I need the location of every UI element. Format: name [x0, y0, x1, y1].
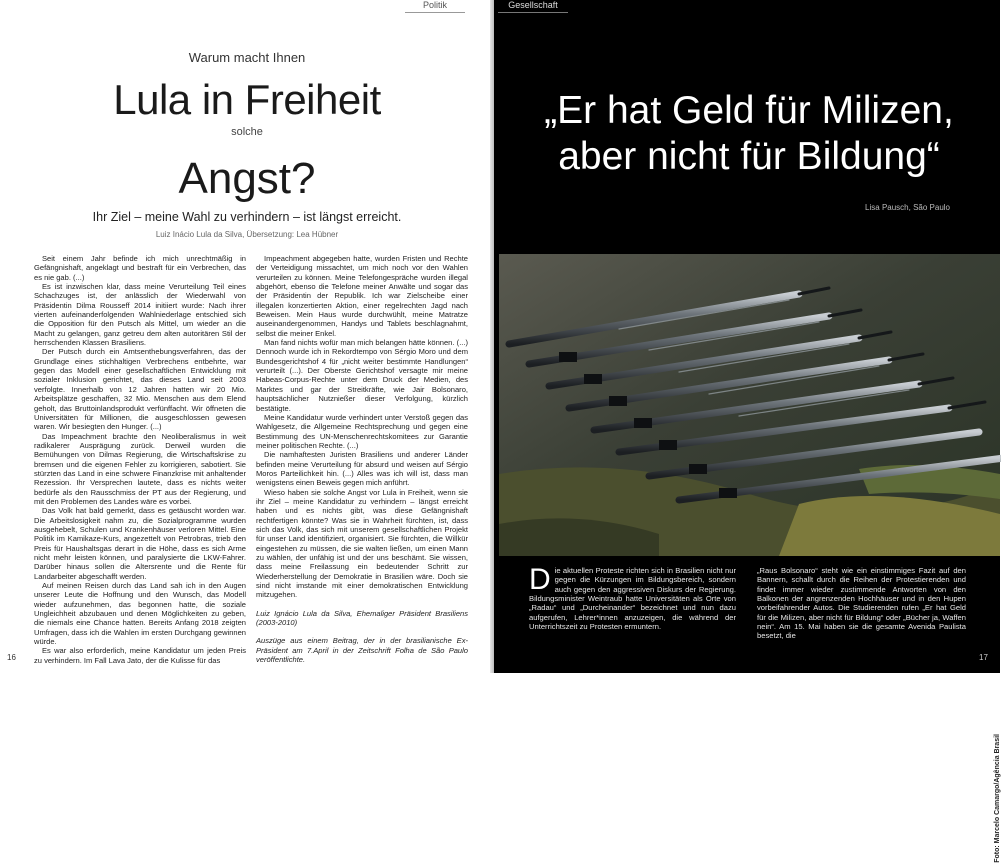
- section-label-gesellschaft: Gesellschaft: [498, 0, 568, 13]
- source-note: Auszüge aus einem Beitrag, der in der brasilianische Ex-Präsident am 7.April in der Zeitschrift Folha de São Paulo veröffentlichte.: [256, 636, 468, 665]
- subtitle: Ihr Ziel – meine Wahl zu verhindern – ist längst erreicht.: [92, 210, 402, 224]
- paragraph: Meine Kandidatur wurde verhindert unter Verstoß gegen das Wahlgesetz, die Allgemeine Rechtsprechung und gegen eine Bestimmung des UN-Menschenrechtskomitees zur Garantie meiner politischen Rechte. (...): [256, 412, 468, 450]
- left-page: [0, 0, 494, 673]
- paragraph: Der Putsch durch ein Amtsenthebungsverfahren, das der Grundlage eines stichhaltigen Verbrechens entbehrte, war gegen das Modell einer gesellschaftlichen Entwicklung mit sozialer Inklusion gerichtet, das dieses Land seit 2003 verfolgte. Innerhalb von 12 Jahren hatten wir 20 Mio. Arbeitsplätze geschaffen, 32 Mio. Menschen aus dem Elend geholt, das Bruttoinlandsprodukt verfünffacht. Wir öffneten die Universitäten für Millionen, die ausgeschlossen gewesen waren. Wir besiegten den Hunger. (...): [34, 347, 246, 432]
- right-article-column-1: [529, 563, 736, 632]
- photo-credit: Foto: Marcelo Camargo/Agência Brasil: [994, 734, 1001, 863]
- kicker-mid: solche: [231, 126, 263, 138]
- title-line-1: Lula in Freiheit: [113, 76, 381, 123]
- paragraph: Wieso haben sie solche Angst vor Lula in Freiheit, wenn sie ihr Ziel – meine Kandidatur zu verhindern – längst erreicht haben und es nichts gibt, was diese Gefängnishaft rechtfertigen könnte? Was sie in Wahrheit fürchten, ist, dass sich das Volk, das sich mit unserem gesellschaftlichen Projekt für unser Land identifiziert, organisiert. Sie fürchten, die Willkür eingestehen zu müssen, die sie walten ließen, um einen Mann zu wählen, der unfähig ist und der uns beschämt. Sie wissen, dass meine Freilassung ein bedeutender Schritt zur Wiederherstellung der Demokratie in Brasilien wäre. Doch sie sind nicht imstande mit einer demokratischen Entwicklung mitzugehen.: [256, 487, 468, 600]
- right-page: [494, 0, 1001, 863]
- article-column-1: [34, 254, 246, 665]
- drop-cap: D: [529, 563, 551, 596]
- page-number-left: 16: [7, 653, 16, 662]
- paragraph: Auf meinen Reisen durch das Land sah ich in den Augen unserer Leute die Hoffnung und den Wunsch, das Modell wieder aufzunehmen, das begonnen hatte, die soziale Ungleichheit abzubauen und denen Möglichkeiten zu geben, die niemals eine Chance hatten. Bereits Anfang 2018 zeigten Umfragen, dass ich die Wahlen im ersten Durchgang gewinnen würde.: [34, 581, 246, 647]
- paragraph: Es war also erforderlich, meine Kandidatur um jeden Preis zu verhindern. Im Fall Lava Jato, der die Kulisse für das: [34, 646, 246, 665]
- section-label-politik: Politik: [405, 0, 465, 13]
- paragraph: „Raus Bolsonaro“ steht wie ein einstimmiges Fazit auf den Bannern, schallt durch die Reihen der Protestierenden und findet immer wieder zustimmende Antworten von den Balkonen der angrenzenden Hochhäuser und in den Hupen vorbeifahrender Autos. Die Studierenden rufen „Er hat Geld für die Milizen, aber nicht für Bildung“ oder „Bücher ja, Waffen nein“. Am 15. Mai haben sie die gesamte Avenida Paulista besetzt, die: [757, 566, 966, 641]
- kicker-top: Warum macht Ihnen: [188, 50, 306, 65]
- title-line-2: Angst?: [178, 154, 316, 203]
- headline-line-1: „Er hat Geld für Milizen,: [544, 89, 954, 132]
- paragraph: Das Impeachment brachte den Neoliberalismus in weit radikalerer Ausprägung zurück. Derweil wurden die Bemühungen von Dilmas Regierung, die Wirtschaftskrise zu bremsen und die eigenen Fehler zu korrigieren, sabotiert. Sie stürzten das Land in eine schwere Finanzkrise mit anhaltender Rezession. Ihr Versprechen lautete, dass es nichts weiter bedürfe als den Rausschmiss der PT aus der Regierung, und mit den Problemen des Landes wäre es vorbei.: [34, 431, 246, 506]
- paragraph: Impeachment abgegeben hatte, wurden Fristen und Rechte der Verteidigung missachtet, um mich noch vor den Wahlen verurteilen zu können. Meine Telefongespräche wurden illegal abgehört, ebenso die Telefone meiner Anwälte und sogar das der Präsidentin der Republik. Ich war Zielscheibe einer illegalen konzertierten Aktion, einer regelrechten Jagd nach Beweisen. Mein Haus wurde durchwühlt, meine Matratze auseinandergenommen, Handys und Tablets beschlagnahmt, selbst die meiner Enkel.: [256, 254, 468, 338]
- author-signature: Luiz Ignácio Lula da Silva, Ehemaliger Präsident Brasiliens (2003-2010): [256, 608, 468, 628]
- paragraph: Es ist inzwischen klar, dass meine Verurteilung Teil eines Schachzuges ist, der anlässlich der Wiederwahl von Präsidentin Dilma Rousseff 2014 initiiert wurde: Nach ihrer vierten aufeinanderfolgenden Wahlniederlage entschied sich die Opposition für den Putsch als Mittel, um wieder an die Macht zu gelangen, ganz getreu dem alten autoritären Stil der herrschenden Klassen Brasiliens.: [34, 282, 246, 348]
- headline-line-2: aber nicht für Bildung“: [558, 135, 940, 178]
- rifles-photo-illustration: [499, 254, 1000, 556]
- paragraph: Die namhaftesten Juristen Brasiliens und anderer Länder befinden meine Verurteilung für absurd und weisen auf Sérgio Moros Parteilichkeit hin. (...) Alles was ich will ist, dass man wenigstens einen Beweis gegen mich anführt.: [256, 450, 468, 488]
- article-column-2: [256, 254, 468, 664]
- paragraph: Seit einem Jahr befinde ich mich unrechtmäßig in Gefängnishaft, angeklagt und bestraft für ein Verbrechen, das es nie gab. (...): [34, 254, 246, 282]
- headline-quote: [514, 88, 984, 180]
- byline: Luiz Inácio Lula da Silva, Übersetzung: Lea Hübner: [155, 230, 339, 239]
- paragraph: Das Volk hat bald gemerkt, dass es getäuscht worden war. Die Arbeitslosigkeit nahm zu, die Sozialprogramme wurden ausgehebelt, Schulen und Krankenhäuser verloren Mittel. Eine Politik im Kamikaze-Kurs, angezettelt von Petrobras, trieb den Preis für Haushaltsgas derart in die Höhe, dass es sich Arme nicht mehr leisten können, und paralysierte die LKW-Fahrer. Darüber hinaus sollen die Altersrente und die Rente für Landarbeiter abgeschafft werden.: [34, 506, 246, 581]
- paragraph: Man fand nichts wofür man mich belangen hätte können. (...) Dennoch wurde ich in Rekordtempo von Sérgio Moro und dem Bundesgerichtshof 4 für „nicht weiter bestimmte Handlungen“ verurteilt (...). Der Oberste Gerichtshof versagte mir meine Habeas-Corpus-Rechte unter dem Druck der Medien, des Marktes und gar der Streitkräfte, wie Jair Bolsonaro, hauptsächlicher Nutznießer dieser Verfolgung, kürzlich bestätigte.: [256, 338, 468, 413]
- right-article-column-2: [757, 566, 966, 641]
- author-credit: Lisa Pausch, São Paulo: [865, 203, 950, 212]
- page-number-right: 17: [979, 653, 988, 662]
- paragraph: ie aktuellen Proteste richten sich in Brasilien nicht nur gegen die Kürzungen im Bildungsbereich, sondern auch gegen den aggressiven Diskurs der Regierung. Bildungsminister Weintraub hatte Universitäten als Orte von „Radau“ und „Durcheinander“ bezeichnet und nun dazu aufgerufen, Lehrer*innen anzuzeigen, die während der Unterrichtszeit zu Protesten ermuntern.: [529, 566, 736, 632]
